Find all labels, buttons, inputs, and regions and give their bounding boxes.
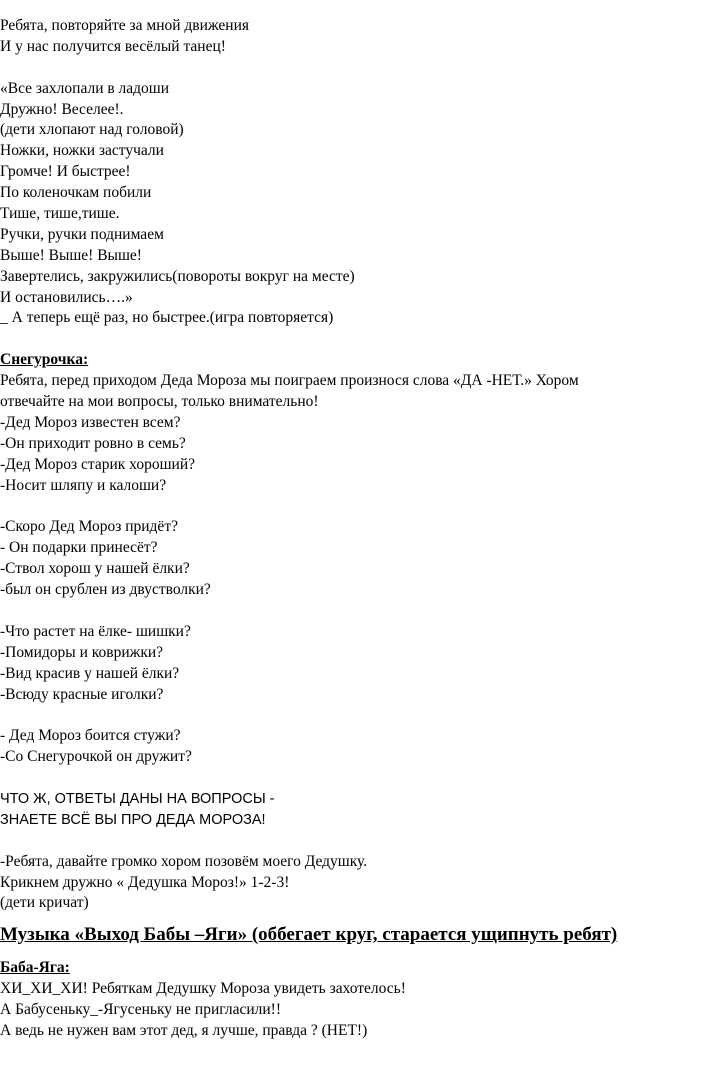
blank-line [0, 705, 704, 726]
question-line: -Всюду красные иголки? [0, 685, 164, 703]
call-line-1: -Ребята, давайте громко хором позовём моего Дедушку. [0, 852, 368, 870]
conclusion-line-1: ЧТО Ж, ОТВЕТЫ ДАНЫ НА ВОПРОСЫ - [0, 790, 275, 807]
blank-line [0, 329, 704, 350]
blank-line [0, 496, 704, 517]
game-line-5: Громче! И быстрее! [0, 163, 131, 181]
game-line-1: «Все захлопали в ладоши [0, 79, 170, 97]
document-page [0, 16, 704, 1042]
intro-line-1: Ребята, повторяйте за мной движения [0, 17, 250, 34]
snegurochka-intro-line-2: отвечайте на мои вопросы, только внимательно! [0, 393, 319, 411]
question-line: -Скоро Дед Мороз придёт? [0, 518, 178, 536]
game-line-12: _ А теперь ещё раз, но быстрее.(игра повторяется) [0, 309, 334, 327]
call-line-3: (дети кричат) [0, 894, 89, 912]
question-line: -Дед Мороз старик хороший? [0, 455, 195, 473]
music-heading: Музыка «Выход Бабы –Яги» (оббегает круг, старается ущипнуть ребят) [0, 924, 618, 946]
blank-line [0, 831, 704, 852]
question-line: -Помидоры и коврижки? [0, 643, 164, 661]
game-line-11: И остановились….» [0, 288, 133, 306]
snegurochka-intro-line-1: Ребята, перед приходом Деда Мороза мы поиграем произнося слова «ДА -НЕТ.» Хором [0, 372, 579, 390]
game-line-6: По коленочкам побили [0, 184, 152, 202]
question-line: -Носит шляпу и калоши? [0, 476, 167, 494]
question-line: -был он срублен из двустволки? [0, 581, 211, 599]
question-line: -Дед Мороз известен всем? [0, 413, 181, 431]
blank-line [0, 601, 704, 622]
intro-line-2: И у нас получится весёлый танец! [0, 37, 226, 55]
game-line-9: Выше! Выше! Выше! [0, 246, 142, 264]
game-line-7: Тише, тише,тише. [0, 205, 120, 223]
baba-yaga-line-3: А ведь не нужен вам этот дед, я лучше, правда ? (НЕТ!) [0, 1021, 368, 1039]
question-line: -Вид красив у нашей ёлки? [0, 664, 180, 682]
game-line-2: Дружно! Веселее!. [0, 100, 124, 118]
question-line: -Он приходит ровно в семь? [0, 434, 186, 452]
blank-line [0, 768, 704, 789]
baba-yaga-label: Баба-Яга: [0, 959, 70, 977]
game-line-8: Ручки, ручки поднимаем [0, 225, 164, 243]
conclusion-line-2: ЗНАЕТЕ ВСЁ ВЫ ПРО ДЕДА МОРОЗА! [0, 811, 266, 828]
baba-yaga-line-1: ХИ_ХИ_ХИ! Ребяткам Дедушку Мороза увидеть захотелось! [0, 980, 406, 998]
question-line: - Он подарки принесёт? [0, 539, 158, 557]
game-line-3: (дети хлопают над головой) [0, 121, 184, 139]
question-line: -Что растет на ёлке- шишки? [0, 622, 191, 640]
call-line-2: Крикнем дружно « Дедушка Мороз!» 1-2-3! [0, 873, 290, 891]
baba-yaga-line-2: А Бабусеньку_-Ягусеньку не пригласили!! [0, 1001, 281, 1019]
game-line-10: Завертелись, закружились(повороты вокруг на месте) [0, 267, 355, 285]
question-line: -Ствол хорош у нашей ёлки? [0, 560, 190, 578]
snegurochka-label: Снегурочка: [0, 351, 89, 369]
blank-line [0, 58, 704, 79]
question-line: - Дед Мороз боится стужи? [0, 727, 181, 745]
question-line: -Со Снегурочкой он дружит? [0, 748, 192, 766]
game-line-4: Ножки, ножки застучали [0, 142, 164, 160]
